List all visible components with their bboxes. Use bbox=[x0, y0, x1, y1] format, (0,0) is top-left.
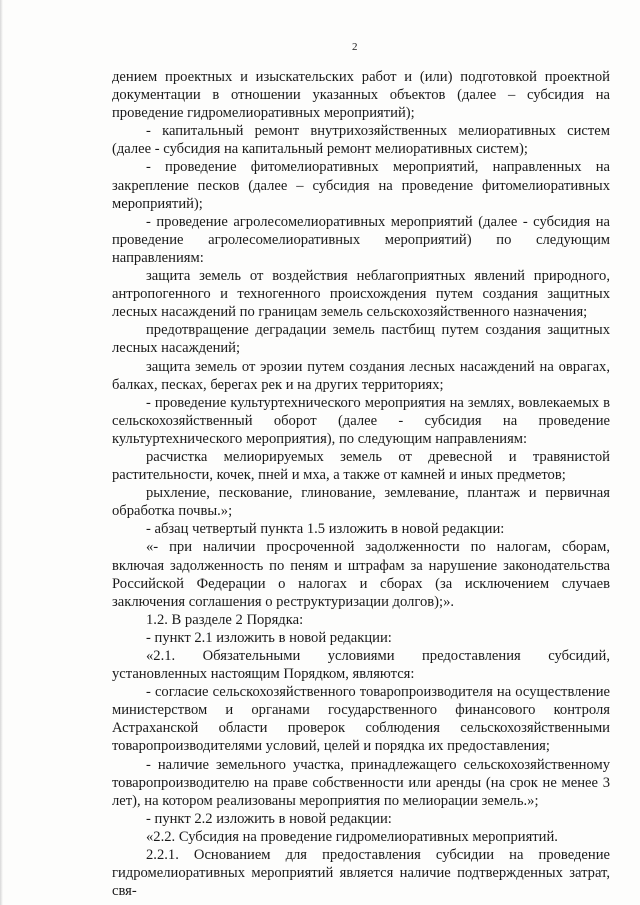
paragraph: - наличие земельного участка, принадлежащего сельскохозяйственному товаропроизводителю на праве собственности или аренды (на срок не менее 3 лет), на котором реализованы мероприятия по мелиорации земель.»; bbox=[112, 756, 610, 809]
page-number: 2 bbox=[352, 41, 358, 53]
paragraph: - проведение фитомелиоративных мероприятий, направленных на закрепление песков (далее – субсидия на проведение фитомелиоративных мероприятий); bbox=[112, 159, 610, 212]
paragraph: рыхление, пескование, глинование, землевание, плантаж и первичная обработка почвы.»; bbox=[112, 485, 610, 520]
document-body bbox=[112, 68, 610, 900]
paragraph: расчистка мелиорируемых земель от древесной и травянистой растительности, кочек, пней и мха, а также от камней и иных предметов; bbox=[112, 448, 610, 484]
paragraph: защита земель от эрозии путем создания лесных насаждений на оврагах, балках, песках, берегах рек и на других территориях; bbox=[112, 358, 610, 393]
paragraph: «2.1. Обязательными условиями предоставления субсидий, установленных настоящим Порядком, являются: bbox=[112, 648, 610, 683]
paragraph: дением проектных и изыскательских работ и (или) подготовкой проектной документации в отношении указанных объектов (далее – субсидия на проведение гидромелиоративных мероприятий); bbox=[112, 69, 610, 122]
paragraph: - абзац четвертый пункта 1.5 изложить в новой редакции: bbox=[146, 521, 505, 538]
paragraph: предотвращение деградации земель пастбищ путем создания защитных лесных насаждений; bbox=[112, 322, 610, 357]
paragraph: «2.2. Субсидия на проведение гидромелиоративных мероприятий. bbox=[146, 828, 558, 845]
paragraph: «- при наличии просроченной задолженности по налогам, сборам, включая задолженность по пеням и штрафам за нарушение законодательства Российской Федерации о налогах и сборах (за исключением случаев заключения соглашения о реструктуризации долгов);». bbox=[112, 539, 610, 610]
scan-edge bbox=[0, 0, 3, 905]
paragraph: - согласие сельскохозяйственного товаропроизводителя на осуществление министерством и органами государственного финансового контроля Астраханской области проверок соблюдения сельскохозяйственными товаропроизводителями условий, целей и порядка их предоставления; bbox=[112, 684, 610, 755]
paragraph: - пункт 2.1 изложить в новой редакции: bbox=[146, 629, 392, 646]
paragraph: 1.2. В разделе 2 Порядка: bbox=[146, 611, 304, 628]
paragraph: - проведение агролесомелиоративных мероприятий (далее - субсидия на проведение агролесомелиоративных мероприятий) по следующим направлениям: bbox=[112, 213, 610, 266]
paragraph: - проведение культуртехнического мероприятия на землях, вовлекаемых в сельскохозяйственный оборот (далее - субсидия на проведение культуртехнического мероприятия), по следующим направлениям: bbox=[112, 394, 610, 447]
paragraph: 2.2.1. Основанием для предоставления субсидии на проведение гидромелиоративных мероприятий является наличие подтвержденных затрат, свя- bbox=[112, 847, 610, 900]
paragraph: - капитальный ремонт внутрихозяйственных мелиоративных систем (далее - субсидия на капитальный ремонт мелиоративных систем); bbox=[112, 123, 610, 158]
paragraph: защита земель от воздействия неблагоприятных явлений природного, антропогенного и техногенного происхождения путем создания защитных лесных насаждений по границам земель сельскохозяйственного назначения; bbox=[112, 268, 610, 321]
paragraph: - пункт 2.2 изложить в новой редакции: bbox=[146, 810, 392, 827]
